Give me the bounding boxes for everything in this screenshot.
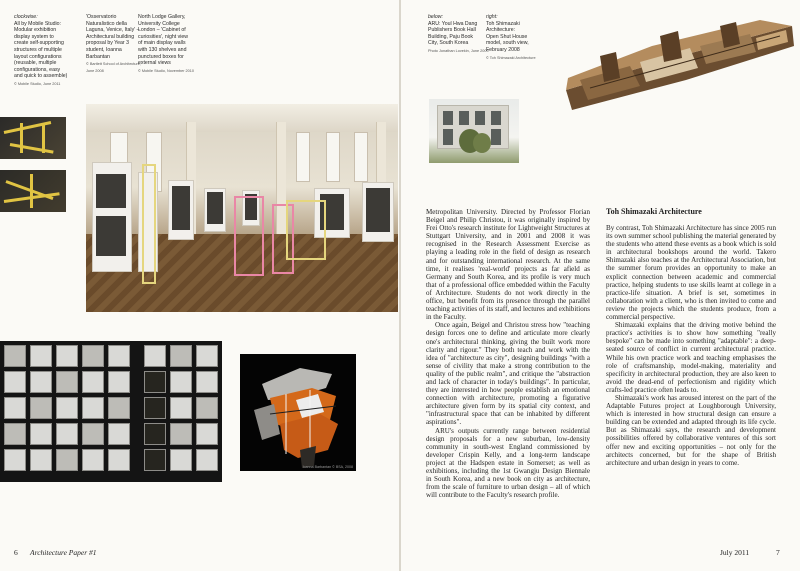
shelf-cell: [30, 397, 52, 419]
caption-line: Toh Shimazaki: [486, 20, 520, 27]
caption-line: Publishers Book Hall: [428, 27, 476, 34]
caption-line: Open Shut House: [486, 33, 528, 40]
caption-lead: below:: [428, 14, 443, 20]
caption-lead: clockwise:: [14, 14, 38, 20]
article-paragraph: ARU's outputs currently range between residential design proposals for a new suburban, low-density community in south-west England commissioned by developer Crispin Kelly, and a long-term landscape project at the Hadspen estate in Somerset; as well as exhibitions, including the 1st Gwangju Design Biennale in South Korea, and a new book on city as architecture, from the scale of furniture to urban design – all of which will contribute to the Faculty's research profile.: [426, 426, 590, 500]
magazine-title: Architecture Paper #1: [30, 548, 97, 557]
caption-credit: © Bartlett School of Architecture, June 2008: [86, 62, 141, 73]
caption-line: Naturalistico della: [86, 20, 127, 27]
house-model-drawing: [560, 16, 796, 113]
caption-open-shut-house: [486, 14, 548, 61]
shelf-cell: [108, 449, 130, 471]
page-gutter: [399, 0, 401, 571]
shelf-cell: [170, 345, 192, 367]
shelf-cell: [4, 423, 26, 445]
article-column-right: [606, 224, 776, 467]
caption-line: structures of multiple: [14, 46, 62, 53]
article-paragraph: Metropolitan University. Directed by Professor Florian Beigel and Philip Christou, it was originally inspired by Frei Otto's research institute for Lightweight Structures at Stuttgart University, and in 2001 and 2008 it was recognised in the Research Assessment Exercise as playing a leading role in the field of design as research and for outstanding international research. At the same time, it realises 'real-world' projects as far afield as Germany and South Korea, and its profile is very much that of a professional office embedded within the Faculty of Architecture. Students do not work directly in the office, but benefit from its presence through the parallel teaching activities of its staff, and lectures and exhibitions in the Faculty.: [426, 208, 590, 322]
shelf-cell: [82, 345, 104, 367]
shelf-cell: [108, 371, 130, 393]
caption-line: ARU: Youl Hwa Dang: [428, 20, 478, 27]
article-paragraph: Shimazaki explains that the driving motive behind the practice's activities is to show how something "really bespoke" can be made into something "adaptable": a deep-seated source of conflict in current architectural practice. While his own practice work and teaching emphasises the role of craftsmanship, model-making, materiality and specificity in architectural production, they are also keen to avoid the dead-end of perfectionism and rigidity which crafts-led practice often leads to.: [606, 321, 776, 394]
shelf-cell: [82, 397, 104, 419]
caption-line: Modular exhibition: [14, 27, 57, 34]
page-number-right: 7: [776, 548, 780, 557]
shelf-cell: [170, 397, 192, 419]
article-paragraph: Shimazaki's work has aroused interest on the part of the Adaptable Futures project at Loughborough University, which is interested in how structural design can ensure a building can be extended and adapted through its life cycle. But as Shimazaki says, the research and development possibilities offered by collaborative ventures of this sort offer new and exciting opportunities – not only for the architects concerned, but for the shape of British architecture and urban design in years to come.: [606, 393, 776, 467]
shelf-cell: [170, 371, 192, 393]
shelf-cell: [144, 345, 166, 367]
architectural-model-photo: [240, 354, 356, 471]
house-model-photo: [560, 16, 796, 113]
model-drawing: [240, 354, 356, 471]
book-hall-building-photo: [429, 99, 519, 163]
shelf-cell: [196, 423, 218, 445]
caption-line: with 130 shelves and: [138, 46, 187, 53]
shelf-cell: [82, 371, 104, 393]
caption-line: February 2008: [486, 46, 520, 53]
caption-line: layout configurations: [14, 53, 62, 60]
shelf-cell: [196, 345, 218, 367]
caption-line: 'Osservatorio: [86, 14, 117, 20]
shelf-cell: [56, 345, 78, 367]
caption-line: curiosities', night view: [138, 33, 189, 40]
shelf-cell: [56, 371, 78, 393]
shelf-cell: [30, 371, 52, 393]
shelf-cell: [196, 449, 218, 471]
caption-credit: © Mobile Studio, November 2010: [138, 68, 194, 73]
caption-line: Laguna, Venice, Italy' –: [86, 27, 140, 34]
shelf-cell: [196, 371, 218, 393]
exhibition-structure-photo: [0, 117, 66, 159]
shelf-cell: [170, 449, 192, 471]
shelf-cell: [30, 423, 52, 445]
caption-line: Building, Paju Book: [428, 33, 473, 40]
shelf-cell: [56, 449, 78, 471]
caption-line: City, South Korea: [428, 40, 469, 47]
caption-credit: Photo Jonathan Lovekin, June 2009: [428, 48, 489, 53]
caption-line: North Lodge Gallery,: [138, 14, 186, 20]
caption-line: Architectural building: [86, 33, 135, 40]
shelf-cell: [4, 397, 26, 419]
caption-line: Architecture:: [486, 27, 516, 34]
shelf-cell: [144, 371, 166, 393]
shelf-cell: [108, 423, 130, 445]
caption-line: punctured boxes for: [138, 53, 184, 60]
article-column-middle: [426, 208, 590, 499]
caption-line: proposal by Year 3: [86, 40, 129, 47]
page-number-left: 6: [14, 548, 18, 557]
shelf-cell: [170, 423, 192, 445]
shelf-cell: [30, 449, 52, 471]
issue-date: July 2011: [720, 548, 750, 557]
caption-line: Barbantan: [86, 53, 110, 60]
caption-line: of main display walls: [138, 40, 186, 47]
caption-line: display system to: [14, 33, 54, 40]
caption-line: external views: [138, 60, 171, 67]
caption-line: London – 'Cabinet of: [138, 27, 186, 34]
caption-credit: © Mobile Studio, June 2011: [14, 81, 61, 86]
caption-line: student, Ioanna: [86, 46, 122, 53]
caption-line: configurations, easy: [14, 66, 61, 73]
caption-line: (reusable, multiple: [14, 60, 57, 67]
shelf-cell: [196, 397, 218, 419]
caption-aru-building: [428, 14, 490, 55]
shelf-cell: [144, 423, 166, 445]
shelf-cell: [108, 397, 130, 419]
shelf-cell: [4, 345, 26, 367]
shelf-cell: [4, 449, 26, 471]
caption-mobile-studio: [14, 14, 76, 88]
shelf-cell: [4, 371, 26, 393]
caption-line: and quick to assemble): [14, 73, 68, 80]
caption-lead: right:: [486, 14, 498, 20]
caption-line: All by Mobile Studio:: [14, 20, 61, 27]
cabinet-of-curiosities-photo: [0, 341, 222, 482]
shelf-cell: [30, 345, 52, 367]
shelf-cell: [144, 397, 166, 419]
article-paragraph: Once again, Beigel and Christou stress how "teaching design forces one to define and articulate more clearly one's architectural thinking, giving the built work more clarity and rigour." They both teach and work with the idea of "architecture as city", designing buildings "with a sense of civility that make a strong contribution to the quality of the public realm", and critique the "abstraction and lack of character in today's buildings". In particular, they are interested in how people establish an emotional connection with architecture, promoting a figurative architecture given form by its spatial city context, and "infrastructural space that can be inhabited by different aspirations".: [426, 321, 590, 427]
shelf-cell: [56, 423, 78, 445]
shelf-cell: [144, 449, 166, 471]
shelf-cell: [56, 397, 78, 419]
gallery-exhibition-photo: [86, 104, 398, 312]
exhibition-frame-photo: [0, 170, 66, 212]
caption-north-lodge: [138, 14, 204, 74]
shelf-cell: [108, 345, 130, 367]
section-heading: Toh Shimazaki Architecture: [606, 207, 702, 216]
shelf-cell: [82, 449, 104, 471]
caption-line: create self-supporting: [14, 40, 64, 47]
caption-credit: © Toh Shimazaki Architecture: [486, 55, 536, 60]
caption-line: model, south view,: [486, 40, 529, 47]
shelf-cell: [82, 423, 104, 445]
article-paragraph: By contrast, Toh Shimazaki Architecture has since 2005 run its own summer school publishing the material generated by the students who attend these events as a book which is sold in architectural bookshops around the world. Takero Shimazaki also teaches at the Architectural Association, but the summer forum provides an opportunity to make an explicit connection between academic and commercial practice, helping students to use skills learnt at college in a practice-life situation. A brief is set, sometimes in collaboration with a client, who is then invited to come and review the projects which the students produce, from a commercial perspective.: [606, 224, 776, 322]
caption-line: University College: [138, 20, 180, 27]
model-photo-credit: Ioanna Barbantan © BSA, 2008: [302, 465, 353, 469]
